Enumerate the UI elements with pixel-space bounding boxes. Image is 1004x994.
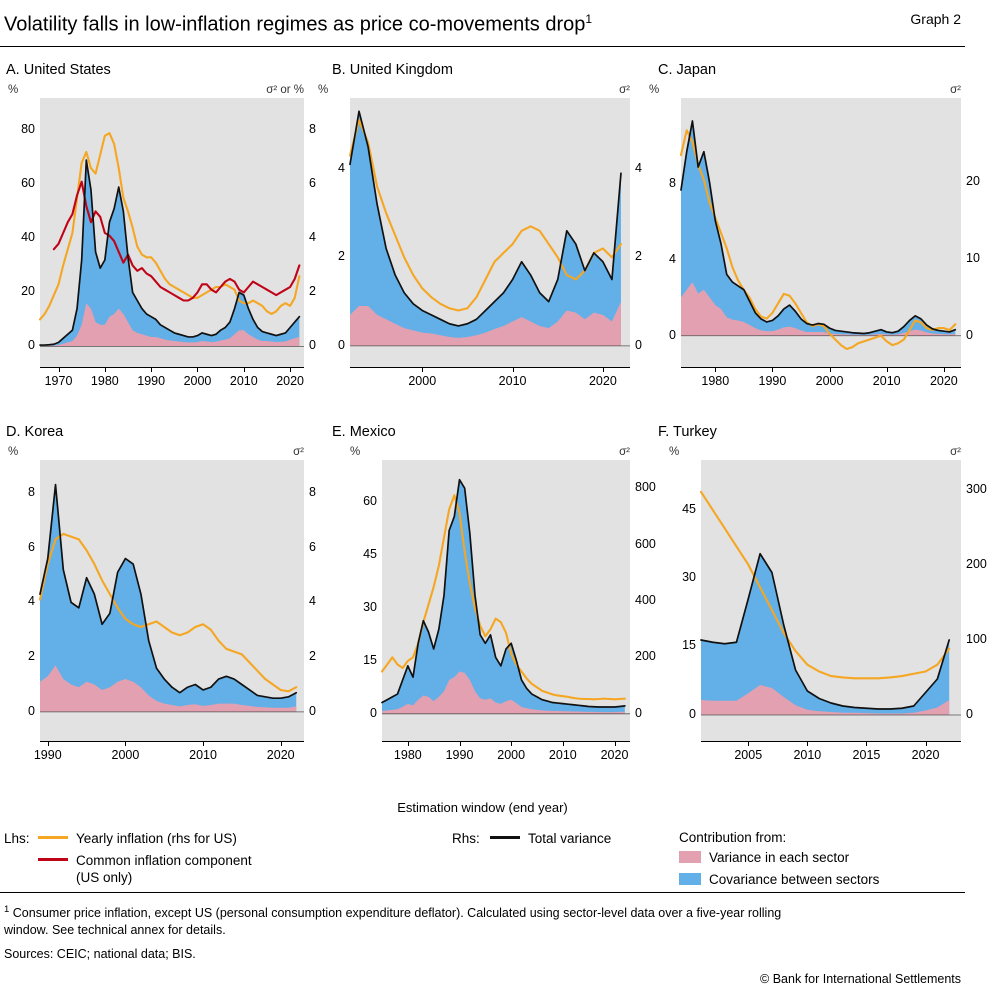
y-tick-left-us: 20 [21, 284, 35, 299]
x-tick-mx: 1980 [393, 748, 422, 762]
panel-title-tr: F. Turkey [658, 424, 717, 440]
y-tick-left-tr: 15 [682, 638, 696, 653]
plot-uk [350, 98, 630, 368]
y-axis-unit-right-uk: σ² [619, 84, 630, 96]
legend-item-covariance [679, 871, 965, 888]
y-axis-unit-left-uk: % [318, 84, 329, 96]
y-tick-left-uk: 4 [338, 160, 345, 175]
y-tick-right-jp: 0 [966, 327, 973, 342]
x-tick-mx: 2010 [548, 748, 577, 762]
plot-tr [701, 460, 961, 742]
x-tick-mark-tr [926, 742, 927, 746]
plot-svg-tr [701, 460, 961, 742]
x-tick-mark-uk [513, 368, 514, 372]
panel-mx [330, 424, 656, 770]
panel-units-us [4, 84, 304, 98]
y-tick-right-mx: 800 [635, 480, 656, 495]
y-tick-right-kr: 2 [309, 649, 316, 664]
legend-contributions [679, 830, 965, 893]
sector-variance-swatch-icon [679, 851, 701, 863]
title-footnote-marker: 1 [585, 12, 593, 26]
x-tick-mark-jp [830, 368, 831, 372]
x-tick-mark-jp [715, 368, 716, 372]
y-tick-right-kr: 6 [309, 539, 316, 554]
plot-mx [382, 460, 630, 742]
y-tick-right-mx: 200 [635, 649, 656, 664]
x-tick-jp: 2000 [815, 374, 844, 388]
legend-item-yearly-inflation [4, 830, 334, 847]
panel-kr [4, 424, 316, 770]
y-tick-right-us: 8 [309, 122, 316, 137]
y-tick-right-tr: 0 [966, 707, 973, 721]
legend-label-total-variance: Total variance [528, 831, 612, 846]
panel-title-mx: E. Mexico [332, 424, 396, 440]
x-tick-us: 1980 [90, 374, 119, 388]
y-tick-right-jp: 10 [966, 251, 980, 266]
area-covariance-mx [382, 480, 625, 714]
y-tick-left-tr: 45 [682, 502, 696, 517]
y-tick-left-kr: 6 [28, 539, 35, 554]
y-tick-left-us: 0 [28, 338, 35, 353]
y-axis-unit-left-tr: % [669, 446, 680, 458]
y-tick-right-kr: 4 [309, 594, 316, 609]
y-tick-right-tr: 200 [966, 557, 987, 571]
y-tick-left-kr: 2 [28, 649, 35, 664]
x-tick-mark-us [290, 368, 291, 372]
y-tick-left-jp: 4 [669, 251, 676, 266]
panel-units-mx [330, 446, 630, 460]
x-tick-mark-kr [281, 742, 282, 746]
y-tick-right-uk: 2 [635, 249, 642, 264]
x-tick-us: 1990 [137, 374, 166, 388]
y-axis-unit-left-us: % [8, 84, 19, 96]
total-variance-line-icon [490, 830, 520, 844]
x-tick-jp: 2010 [872, 374, 901, 388]
x-tick-tr: 2015 [852, 748, 881, 762]
x-tick-us: 2020 [276, 374, 304, 388]
x-tick-kr: 2000 [111, 748, 140, 762]
x-tick-tr: 2005 [734, 748, 763, 762]
y-tick-right-us: 0 [309, 338, 316, 353]
y-tick-right-mx: 0 [635, 705, 642, 720]
plot-svg-mx [382, 460, 630, 742]
plot-area-kr [4, 460, 316, 770]
legend-item-sector-variance [679, 849, 965, 866]
plot-svg-us [40, 98, 304, 368]
x-tick-mark-tr [807, 742, 808, 746]
y-tick-left-jp: 8 [669, 175, 676, 190]
y-tick-right-us: 2 [309, 284, 316, 299]
panel-units-tr [656, 446, 961, 460]
plot-area-tr [656, 460, 987, 770]
copyright-note: © Bank for International Settlements [760, 972, 961, 986]
y-tick-right-mx: 600 [635, 536, 656, 551]
y-tick-right-kr: 0 [309, 703, 316, 718]
legend-label-common-component [76, 852, 252, 886]
x-tick-mark-jp [887, 368, 888, 372]
area-covariance-kr [40, 485, 296, 712]
x-tick-mark-jp [944, 368, 945, 372]
legend-rhs [452, 830, 672, 852]
y-tick-left-tr: 0 [689, 706, 696, 721]
footnote-1-line1: Consumer price inflation, except US (personal consumption expenditure deflator). Calculated using sector-level data over a five-year rolling [12, 906, 782, 921]
y-tick-left-mx: 60 [363, 494, 377, 509]
footnote-1-marker: 1 [4, 904, 10, 915]
x-tick-mark-us [105, 368, 106, 372]
legend-item-total-variance [452, 830, 672, 847]
footnote-1-line2: window. See technical annex for details. [4, 923, 226, 938]
x-tick-kr: 1990 [33, 748, 62, 762]
y-tick-right-kr: 8 [309, 484, 316, 499]
x-tick-us: 2000 [183, 374, 212, 388]
y-tick-left-mx: 15 [363, 652, 377, 667]
x-tick-mark-mx [511, 742, 512, 746]
y-tick-left-mx: 30 [363, 600, 377, 615]
legend-lhs [4, 830, 334, 891]
x-tick-uk: 2010 [498, 374, 527, 388]
panel-units-jp [649, 84, 961, 98]
graph-number: Graph 2 [910, 11, 961, 27]
legend-item-common-component [4, 852, 334, 886]
plot-area-jp [656, 98, 980, 396]
y-axis-unit-left-jp: % [649, 84, 660, 96]
legend-rhs-label: Rhs: [452, 831, 480, 846]
legend-label-sector-variance: Variance in each sector [709, 850, 850, 865]
x-tick-mark-us [197, 368, 198, 372]
header [0, 0, 965, 47]
x-tick-mark-jp [772, 368, 773, 372]
panel-units-kr [4, 446, 304, 460]
x-tick-uk: 2000 [408, 374, 437, 388]
legend-label-common-component-line2: (US only) [76, 870, 133, 885]
x-tick-kr: 2010 [189, 748, 217, 762]
y-tick-left-kr: 0 [28, 703, 35, 718]
x-tick-uk: 2020 [588, 374, 617, 388]
y-tick-right-mx: 400 [635, 593, 656, 607]
plot-svg-jp [681, 98, 961, 368]
plot-jp [681, 98, 961, 368]
inflation-line-icon [38, 830, 68, 844]
x-tick-mark-mx [408, 742, 409, 746]
y-tick-left-us: 40 [21, 230, 35, 245]
sources-note: Sources: CEIC; national data; BIS. [4, 947, 196, 961]
y-tick-right-uk: 4 [635, 160, 642, 175]
footnote-divider [0, 892, 965, 893]
covariance-swatch-icon [679, 873, 701, 885]
y-tick-right-us: 6 [309, 176, 316, 191]
y-axis-unit-right-tr: σ² [950, 446, 961, 458]
x-tick-kr: 2020 [266, 748, 295, 762]
y-tick-left-us: 60 [21, 176, 35, 191]
plot-svg-uk [350, 98, 630, 368]
x-tick-jp: 1990 [758, 374, 787, 388]
x-tick-mx: 2020 [600, 748, 629, 762]
x-tick-us: 1970 [44, 374, 73, 388]
panel-us [4, 62, 316, 396]
page-title-text: Volatility falls in low-inflation regimes as price co-movements drop [4, 13, 586, 36]
y-tick-left-uk: 0 [338, 337, 345, 352]
panel-title-kr: D. Korea [6, 424, 64, 440]
x-axis-title: Estimation window (end year) [397, 800, 568, 815]
x-tick-mark-us [59, 368, 60, 372]
plot-svg-kr [40, 460, 304, 742]
y-tick-left-kr: 8 [28, 484, 35, 499]
common-component-line-icon [38, 852, 68, 866]
y-tick-right-uk: 0 [635, 337, 642, 352]
y-tick-left-mx: 0 [370, 705, 377, 720]
plot-kr [40, 460, 304, 742]
y-axis-unit-right-mx: σ² [619, 446, 630, 458]
x-tick-mark-kr [203, 742, 204, 746]
plot-area-mx [330, 460, 656, 770]
panel-jp [649, 62, 980, 396]
y-tick-right-jp: 20 [966, 174, 980, 189]
legend-label-covariance: Covariance between sectors [709, 872, 880, 887]
panel-uk [318, 62, 642, 396]
x-tick-mark-mx [460, 742, 461, 746]
x-tick-mx: 1990 [445, 748, 474, 762]
footnote-1 [4, 901, 960, 939]
plot-area-us [4, 98, 316, 396]
x-tick-tr: 2010 [793, 748, 822, 762]
x-tick-mark-tr [748, 742, 749, 746]
x-tick-mark-us [151, 368, 152, 372]
legend-lhs-label: Lhs: [4, 831, 30, 846]
plot-us [40, 98, 304, 368]
panel-title-uk: B. United Kingdom [332, 62, 453, 78]
y-tick-left-jp: 0 [669, 327, 676, 342]
y-axis-unit-right-us: σ² or % [266, 84, 304, 96]
y-axis-unit-right-kr: σ² [293, 446, 304, 458]
page-title [0, 0, 592, 38]
x-tick-mark-us [244, 368, 245, 372]
panel-title-jp: C. Japan [658, 62, 717, 78]
y-tick-left-uk: 2 [338, 249, 345, 264]
x-tick-mark-kr [48, 742, 49, 746]
y-tick-left-kr: 4 [28, 594, 35, 609]
area-covariance-jp [681, 121, 955, 336]
x-tick-mark-kr [125, 742, 126, 746]
y-tick-left-us: 80 [21, 122, 35, 137]
y-tick-right-tr: 300 [966, 482, 987, 496]
x-tick-jp: 1980 [701, 374, 730, 388]
plot-area-uk [330, 98, 642, 396]
x-tick-mark-mx [563, 742, 564, 746]
legend-label-yearly-inflation: Yearly inflation (rhs for US) [76, 831, 237, 846]
x-tick-mark-tr [866, 742, 867, 746]
y-axis-unit-left-kr: % [8, 446, 19, 458]
y-tick-right-tr: 100 [966, 632, 987, 646]
y-tick-right-us: 4 [309, 230, 316, 245]
x-tick-mark-uk [422, 368, 423, 372]
y-tick-left-mx: 45 [363, 547, 377, 562]
x-tick-mx: 2000 [497, 748, 526, 762]
x-tick-mark-mx [615, 742, 616, 746]
x-tick-jp: 2020 [929, 374, 958, 388]
x-tick-us: 2010 [229, 374, 258, 388]
legend-contribution-header: Contribution from: [679, 830, 787, 845]
panel-title-us: A. United States [6, 62, 111, 78]
x-tick-tr: 2020 [911, 748, 940, 762]
panel-tr [656, 424, 987, 770]
panel-units-uk [318, 84, 630, 98]
y-tick-left-tr: 30 [682, 570, 696, 585]
x-tick-mark-uk [603, 368, 604, 372]
y-axis-unit-right-jp: σ² [950, 84, 961, 96]
legend-label-common-component-line1: Common inflation component [76, 853, 252, 868]
y-axis-unit-left-mx: % [350, 446, 361, 458]
